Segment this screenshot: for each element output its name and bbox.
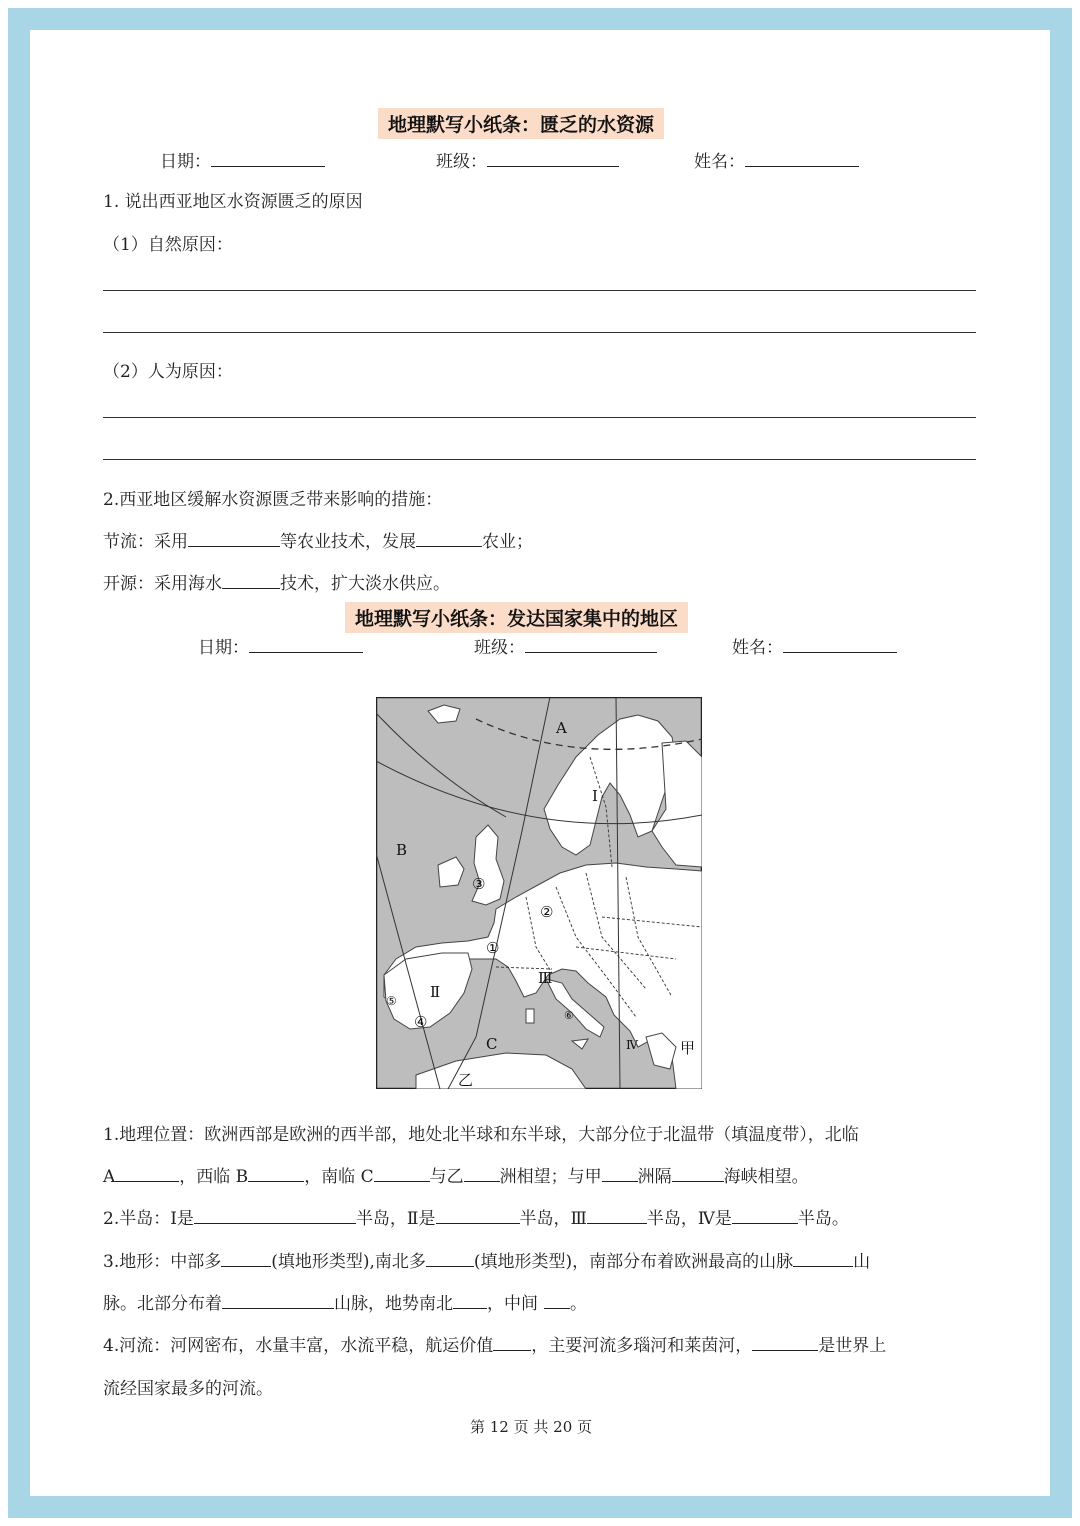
label-peninsula-4: Ⅳ <box>626 1038 638 1052</box>
label-b: B <box>396 841 408 859</box>
question-1: 1. 说出西亚地区水资源匮乏的原因 <box>103 192 363 212</box>
text: (填地形类型),南北多 <box>271 1252 426 1272</box>
label-circle-6: ⑥ <box>564 1009 574 1022</box>
label-circle-1: ① <box>486 939 500 957</box>
text: 山脉，地势南北 <box>334 1294 453 1314</box>
kaiyuan-line <box>103 569 450 594</box>
answer-line[interactable] <box>103 459 976 460</box>
fill-blank[interactable] <box>587 1222 647 1224</box>
date-label: 日期： <box>198 638 249 658</box>
name-label: 姓名： <box>732 638 783 658</box>
text: ，主要河流多瑙河和莱茵河， <box>531 1336 753 1356</box>
label-c: C <box>486 1035 498 1053</box>
text: A <box>103 1167 116 1187</box>
s2-q1-line1: 1.地理位置：欧洲西部是欧洲的西半部，地处北半球和东半球，大部分位于北温带（填温度带），北临 <box>103 1125 859 1145</box>
label-peninsula-3: Ⅲ <box>538 969 553 987</box>
natural-reason-label: （1）自然原因： <box>103 235 233 255</box>
text: 节流：采用 <box>103 532 188 552</box>
fill-blank[interactable] <box>493 1349 531 1351</box>
sheet1-name <box>694 147 859 172</box>
fill-blank[interactable] <box>194 1222 356 1224</box>
text: 农业； <box>482 532 533 552</box>
s2-q1-line2 <box>103 1162 809 1187</box>
fill-blank[interactable] <box>453 1307 487 1309</box>
sheet1-class <box>436 147 619 172</box>
sheet2-date <box>198 633 363 658</box>
class-label: 班级： <box>474 638 525 658</box>
name-label: 姓名： <box>694 152 745 172</box>
class-blank[interactable] <box>487 165 619 167</box>
question-2: 2.西亚地区缓解水资源匮乏带来影响的措施： <box>103 490 443 510</box>
text: ，中间 <box>487 1294 538 1314</box>
label-yi: 乙 <box>458 1071 474 1089</box>
sheet2-title: 地理默写小纸条：发达国家集中的地区 <box>345 602 688 633</box>
text: 半岛，Ⅲ <box>519 1209 587 1229</box>
fill-blank[interactable] <box>602 1180 638 1182</box>
label-a: A <box>556 719 567 737</box>
text: 脉。北部分布着 <box>103 1294 222 1314</box>
fill-blank[interactable] <box>752 1349 818 1351</box>
date-label: 日期： <box>160 152 211 172</box>
text: 3.地形：中部多 <box>103 1252 222 1272</box>
fill-blank[interactable] <box>222 1307 334 1309</box>
fill-blank[interactable] <box>115 1180 179 1182</box>
sheet2-name <box>732 633 897 658</box>
s2-q2 <box>103 1204 849 1229</box>
text: 洲相望；与甲 <box>499 1167 602 1187</box>
text: (填地形类型)，南部分布着欧洲最高的山脉 <box>473 1252 794 1272</box>
label-circle-5: ⑤ <box>386 994 397 1008</box>
label-peninsula-1: Ⅰ <box>592 787 598 805</box>
text: 。 <box>570 1294 587 1314</box>
name-blank[interactable] <box>783 651 897 653</box>
text: 技术，扩大淡水供应。 <box>280 574 450 594</box>
fill-blank[interactable] <box>544 1307 570 1309</box>
answer-line[interactable] <box>103 332 976 333</box>
s2-q3-line1 <box>103 1247 870 1272</box>
sheet1-date <box>160 147 325 172</box>
s2-q3-line2 <box>103 1289 587 1314</box>
class-blank[interactable] <box>525 651 657 653</box>
fill-blank[interactable] <box>416 545 482 547</box>
date-blank[interactable] <box>249 651 363 653</box>
jieliu-line <box>103 527 533 552</box>
text: 半岛。 <box>797 1209 849 1229</box>
page-footer: 第 12 页 共 20 页 <box>470 1418 593 1436</box>
text: 洲隔 <box>637 1167 672 1187</box>
label-peninsula-2: Ⅱ <box>430 983 441 1001</box>
fill-blank[interactable] <box>672 1180 724 1182</box>
sardinia <box>526 1009 534 1023</box>
fill-blank[interactable] <box>221 1265 271 1267</box>
text: ，西临 B <box>179 1167 249 1187</box>
label-jia: 甲 <box>680 1039 696 1057</box>
s2-q4-line2: 流经国家最多的河流。 <box>103 1379 273 1399</box>
fill-blank[interactable] <box>374 1180 430 1182</box>
text: 4.河流：河网密布，水量丰富，水流平稳，航运价值 <box>103 1336 494 1356</box>
s2-q4-line1 <box>103 1331 886 1356</box>
human-reason-label: （2）人为原因： <box>103 362 233 382</box>
fill-blank[interactable] <box>793 1265 853 1267</box>
answer-line[interactable] <box>103 417 976 418</box>
fill-blank[interactable] <box>732 1222 798 1224</box>
sheet2-class <box>474 633 657 658</box>
sheet1-title: 地理默写小纸条：匮乏的水资源 <box>378 108 664 139</box>
text: ，南临 C <box>304 1167 374 1187</box>
label-circle-3: ③ <box>472 875 486 893</box>
text: 开源：采用海水 <box>103 574 222 594</box>
answer-line[interactable] <box>103 290 976 291</box>
date-blank[interactable] <box>211 165 325 167</box>
class-label: 班级： <box>436 152 487 172</box>
europe-map <box>376 697 702 1089</box>
text: 与乙 <box>429 1167 464 1187</box>
fill-blank[interactable] <box>464 1180 500 1182</box>
fill-blank[interactable] <box>248 1180 304 1182</box>
fill-blank[interactable] <box>188 545 280 547</box>
label-circle-2: ② <box>540 903 554 921</box>
text: 山 <box>853 1252 871 1272</box>
text: 半岛，Ⅱ是 <box>355 1209 436 1229</box>
fill-blank[interactable] <box>426 1265 474 1267</box>
label-circle-4: ④ <box>414 1013 428 1031</box>
text: 2.半岛：Ⅰ是 <box>103 1209 194 1229</box>
name-blank[interactable] <box>745 165 859 167</box>
text: 半岛，Ⅳ是 <box>646 1209 732 1229</box>
text: 海峡相望。 <box>723 1167 809 1187</box>
fill-blank[interactable] <box>222 587 280 589</box>
text: 等农业技术，发展 <box>280 532 416 552</box>
fill-blank[interactable] <box>436 1222 520 1224</box>
text: 是世界上 <box>818 1336 887 1356</box>
